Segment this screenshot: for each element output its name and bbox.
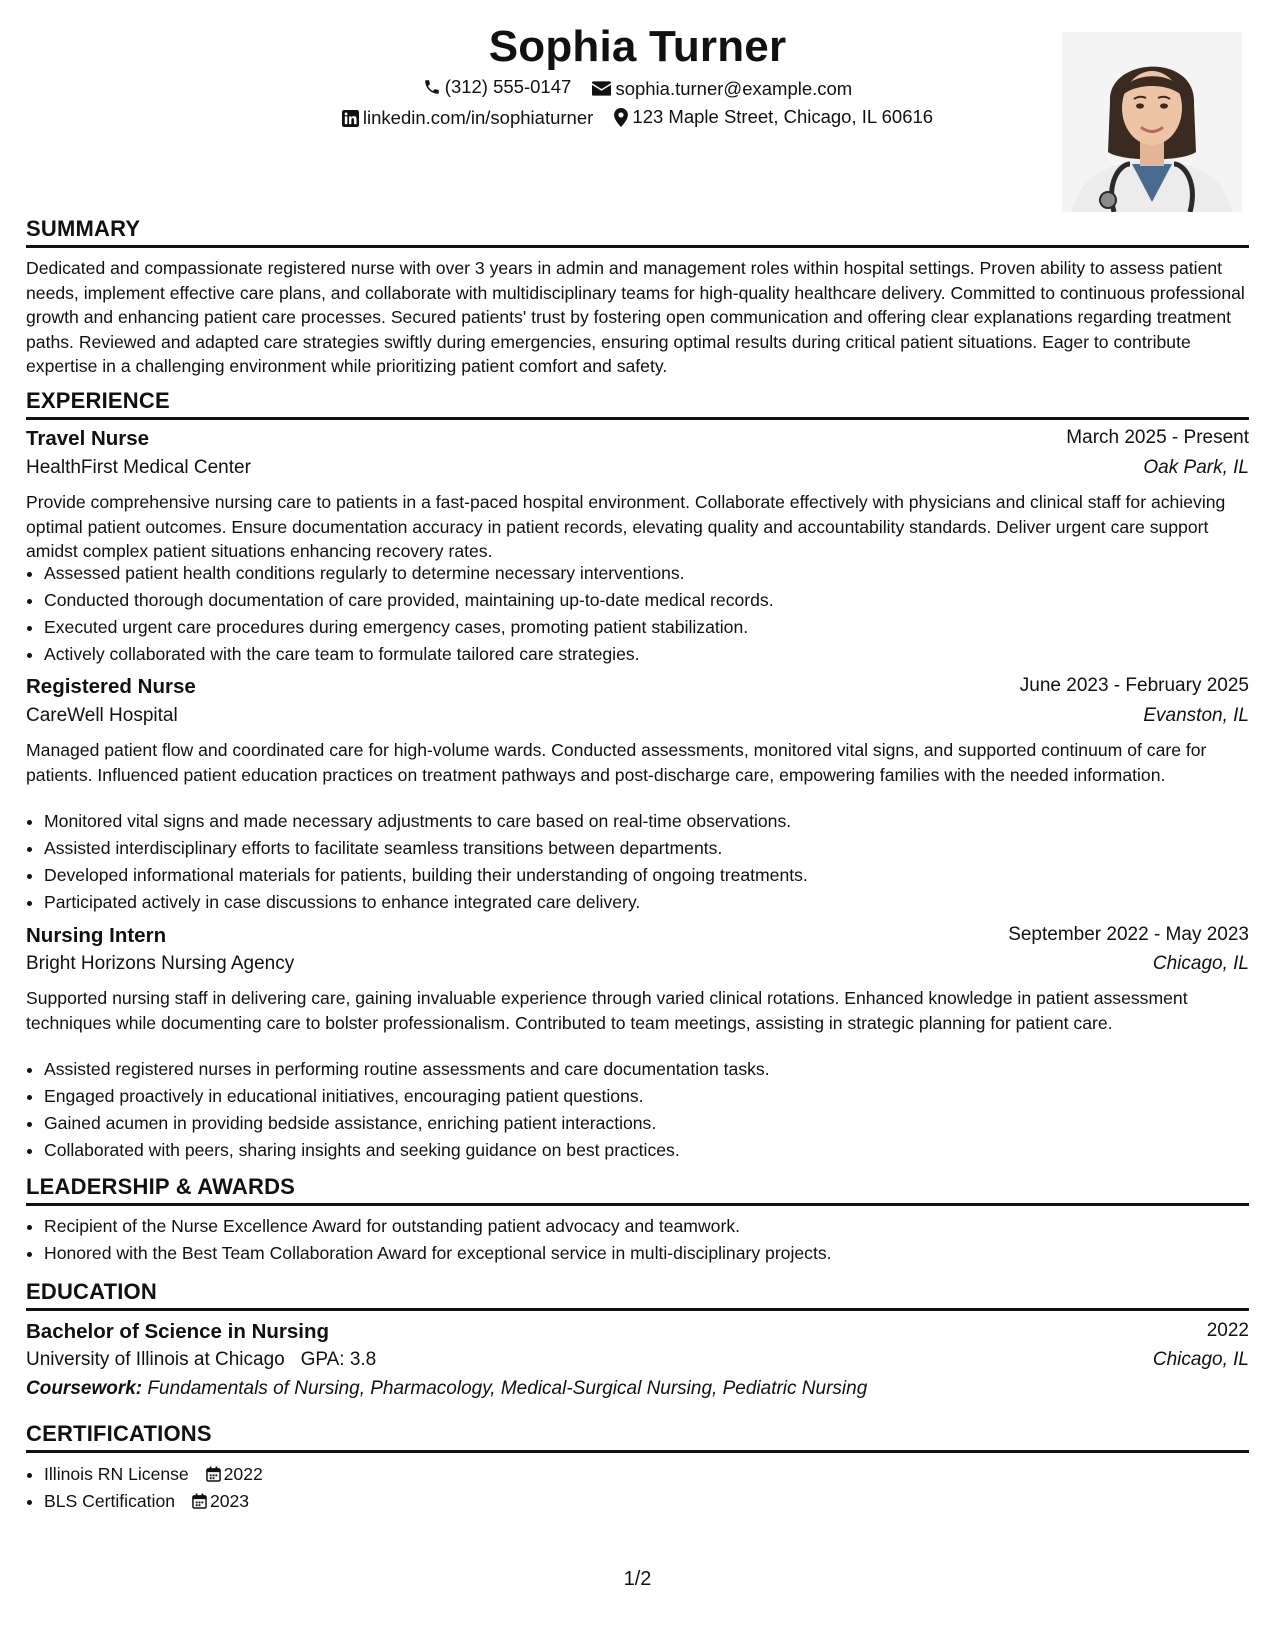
graduation-year: 2022 xyxy=(1206,1320,1249,1341)
phone-item xyxy=(423,76,572,98)
job-org: CareWell Hospital xyxy=(26,705,178,726)
linkedin-item[interactable] xyxy=(342,107,593,129)
job-location: Chicago, IL xyxy=(1152,953,1249,974)
page-number: 1/2 xyxy=(623,1568,652,1590)
certification-list xyxy=(26,1461,1267,1515)
section-title-education: EDUCATION xyxy=(26,1279,1249,1311)
job-header xyxy=(26,427,1249,451)
job-dates: June 2023 - February 2025 xyxy=(1019,675,1249,696)
section-title-leadership: LEADERSHIP & AWARDS xyxy=(26,1174,1249,1206)
leadership-bullets xyxy=(26,1213,1267,1267)
address-item xyxy=(614,106,933,128)
nurse-portrait-illustration xyxy=(1062,32,1242,212)
calendar-icon xyxy=(192,1493,207,1509)
cert-year: 2023 xyxy=(209,1491,250,1511)
job-org: Bright Horizons Nursing Agency xyxy=(26,953,295,974)
phone-text: (312) 555-0147 xyxy=(444,76,572,97)
job-description: Supported nursing staff in delivering care, gaining invaluable experience through varied clinical rotations. Enhanced knowledge in patient assessment techniques while documenting care to bolster professionalism. Contributed to team meetings, assisting in strategic planning for patient care. xyxy=(26,988,1188,1033)
degree: Bachelor of Science in Nursing xyxy=(26,1320,330,1343)
list-item: • Engaged proactively in educational initiatives, encouraging patient questions. xyxy=(44,1083,1267,1110)
job-role: Travel Nurse xyxy=(26,427,150,450)
job-header xyxy=(26,675,1249,699)
section-title-summary: SUMMARY xyxy=(26,216,1249,248)
summary-text: Dedicated and compassionate registered nurse with over 3 years in admin and management roles within hospital settings. Proven ability to assess patient needs, implement effective care plans, and collaborate with multidisciplinary teams for high-quality healthcare delivery. Committed to continuous professional growth and enhancing patient care processes. Secured patients' trust by fostering open communication and offering clear explanations regarding treatment paths. Reviewed and adapted care strategies swiftly during emergencies, ensuring optimal results during critical patient situations. Eager to contribute expertise in a challenging environment while prioritizing patient comfort and safety. xyxy=(26,258,1245,376)
job-bullets xyxy=(26,560,1267,668)
map-pin-icon xyxy=(614,108,628,127)
envelope-icon xyxy=(592,81,611,96)
list-item: • Actively collaborated with the care team to formulate tailored care strategies. xyxy=(44,641,1267,668)
list-item: • Assessed patient health conditions regularly to determine necessary interventions. xyxy=(44,560,1267,587)
list-item xyxy=(44,1488,1267,1515)
school-line xyxy=(26,1349,376,1371)
job-bullets xyxy=(26,1056,1267,1164)
job-description: Managed patient flow and coordinated care for high-volume wards. Conducted assessments, monitored vital signs, and supported continuum of care for patients. Influenced patient education practices on treatment pathways and post-discharge care, empowering families with the needed information. xyxy=(26,740,1207,785)
list-item: • Participated actively in case discussions to enhance integrated care delivery. xyxy=(44,889,1267,916)
job-subheader xyxy=(26,705,1249,727)
job-role: Registered Nurse xyxy=(26,675,196,698)
list-item: • Conducted thorough documentation of care provided, maintaining up-to-date medical records. xyxy=(44,587,1267,614)
coursework-label: Coursework: xyxy=(26,1378,143,1399)
list-item: • Recipient of the Nurse Excellence Award for outstanding patient advocacy and teamwork. xyxy=(44,1213,1267,1240)
address-text: 123 Maple Street, Chicago, IL 60616 xyxy=(632,106,934,127)
list-item: • Collaborated with peers, sharing insights and seeking guidance on best practices. xyxy=(44,1137,1267,1164)
linkedin-icon xyxy=(342,110,359,127)
job-org: HealthFirst Medical Center xyxy=(26,457,251,478)
list-item: • Assisted interdisciplinary efforts to facilitate seamless transitions between departments. xyxy=(44,835,1267,862)
list-item: • Honored with the Best Team Collaboration Award for exceptional service in multi-disciplinary projects. xyxy=(44,1240,1267,1267)
job-role: Nursing Intern xyxy=(26,924,167,947)
coursework-line xyxy=(26,1378,1249,1400)
email-text[interactable]: sophia.turner@example.com xyxy=(615,77,853,99)
list-item: • Executed urgent care procedures during emergency cases, promoting patient stabilization. xyxy=(44,614,1267,641)
calendar-icon xyxy=(206,1466,221,1482)
education-header xyxy=(26,1320,1249,1344)
gpa: GPA: 3.8 xyxy=(300,1349,377,1370)
cert-name: Illinois RN License xyxy=(44,1464,189,1484)
section-title-experience: EXPERIENCE xyxy=(26,388,1249,420)
list-item: • Developed informational materials for patients, building their understanding of ongoing treatments. xyxy=(44,862,1267,889)
job-bullets xyxy=(26,808,1267,916)
coursework-list: Fundamentals of Nursing, Pharmacology, Medical-Surgical Nursing, Pediatric Nursing xyxy=(147,1378,868,1399)
job-dates: March 2025 - Present xyxy=(1066,427,1249,448)
school-location: Chicago, IL xyxy=(1152,1349,1249,1370)
list-item: • Gained acumen in providing bedside assistance, enriching patient interactions. xyxy=(44,1110,1267,1137)
job-dates: September 2022 - May 2023 xyxy=(1008,924,1249,945)
school-name: University of Illinois at Chicago xyxy=(26,1349,285,1370)
job-subheader xyxy=(26,953,1249,975)
section-title-certifications: CERTIFICATIONS xyxy=(26,1421,1249,1453)
profile-photo xyxy=(1062,32,1242,212)
job-location: Oak Park, IL xyxy=(1143,457,1249,478)
phone-icon xyxy=(423,78,441,96)
education-subheader xyxy=(26,1349,1249,1371)
candidate-name: Sophia Turner xyxy=(488,22,787,71)
cert-year: 2022 xyxy=(223,1464,263,1484)
list-item: • Monitored vital signs and made necessary adjustments to care based on real-time observations. xyxy=(44,808,1267,835)
job-description: Provide comprehensive nursing care to patients in a fast-paced hospital environment. Collaborate effectively with physicians and clinical staff for achieving optimal patient outcomes. Ensure documentation accuracy in patient records, elevating quality and accountability standards. Deliver urgent care support amidst complex patient situations enhancing recovery rates. xyxy=(26,492,1226,561)
cert-name: BLS Certification xyxy=(44,1491,176,1511)
job-subheader xyxy=(26,457,1249,479)
linkedin-text[interactable]: linkedin.com/in/sophiaturner xyxy=(362,107,594,128)
list-item: • Assisted registered nurses in performing routine assessments and care documentation tasks. xyxy=(44,1056,1267,1083)
list-item xyxy=(44,1461,1267,1488)
email-item[interactable] xyxy=(592,78,852,100)
job-location: Evanston, IL xyxy=(1143,705,1249,726)
job-header xyxy=(26,924,1249,948)
